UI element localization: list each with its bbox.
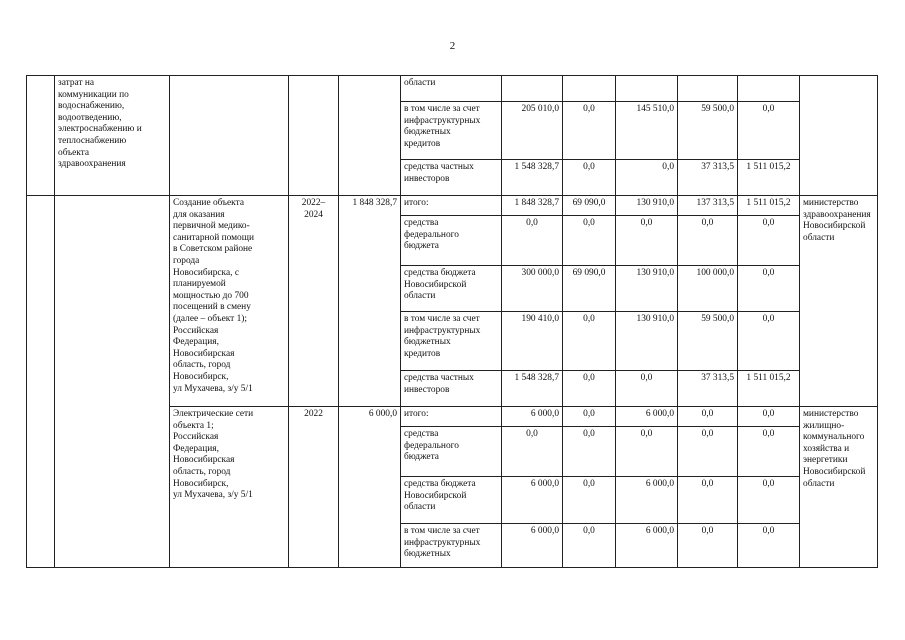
source-cell: средства частных инвесторов [401, 160, 502, 196]
value-cell: 0,0 [563, 102, 616, 160]
value-cell [738, 76, 800, 102]
responsible-cell: министерство жилищно- коммунального хозяйства и энергетики Новосибирской области [800, 407, 878, 568]
value-cell: 1 511 015,2 [738, 371, 800, 407]
value-cell: 0,0 [563, 160, 616, 196]
value-cell: 137 313,5 [678, 196, 738, 216]
source-cell: итого: [401, 196, 502, 216]
value-cell: 0,0 [738, 102, 800, 160]
value-cell: 0,0 [678, 407, 738, 427]
object-cell: Электрические сети объекта 1; Российская Федерация, Новосибирская область, город Новосибирск, ул Мухачева, з/у 5/1 [170, 407, 289, 568]
value-cell: 0,0 [502, 216, 563, 266]
value-cell: 190 410,0 [502, 312, 563, 371]
value-cell: 6 000,0 [616, 477, 678, 524]
value-cell: 0,0 [738, 524, 800, 568]
value-cell: 0,0 [563, 524, 616, 568]
value-cell: 100 000,0 [678, 266, 738, 312]
value-cell: 0,0 [563, 427, 616, 477]
value-cell: 0,0 [678, 216, 738, 266]
value-cell: 145 510,0 [616, 102, 678, 160]
table-row [27, 196, 878, 216]
years-cell: 2022 [289, 407, 339, 568]
value-cell: 6 000,0 [502, 524, 563, 568]
value-cell: 1 848 328,7 [502, 196, 563, 216]
value-cell: 1 548 328,7 [502, 371, 563, 407]
value-cell: 205 010,0 [502, 102, 563, 160]
value-cell: 130 910,0 [616, 196, 678, 216]
value-cell: 0,0 [738, 216, 800, 266]
value-cell: 37 313,5 [678, 371, 738, 407]
value-cell: 130 910,0 [616, 266, 678, 312]
total-cell: 6 000,0 [339, 407, 401, 568]
value-cell: 0,0 [738, 477, 800, 524]
value-cell: 0,0 [616, 160, 678, 196]
program-table [26, 75, 878, 568]
value-cell: 300 000,0 [502, 266, 563, 312]
value-cell: 0,0 [678, 477, 738, 524]
object-cell: Создание объекта для оказания первичной медико- санитарной помощи в Советском районе города Новосибирска, с планируемой мощностью до 700 посещений в смену (далее – объект 1); Российская Федерация, Новосибирская область, город Новосибирск, ул Мухачева, з/у 5/1 [170, 196, 289, 407]
value-cell: 1 511 015,2 [738, 160, 800, 196]
value-cell: 6 000,0 [502, 407, 563, 427]
value-cell: 0,0 [738, 427, 800, 477]
object-cell [170, 76, 289, 196]
value-cell: 59 500,0 [678, 102, 738, 160]
number-cell [27, 196, 55, 568]
value-cell: 59 500,0 [678, 312, 738, 371]
total-cell: 1 848 328,7 [339, 196, 401, 407]
value-cell: 0,0 [563, 312, 616, 371]
value-cell: 1 548 328,7 [502, 160, 563, 196]
label-cell [55, 196, 170, 568]
value-cell [563, 76, 616, 102]
source-cell: в том числе за счет инфраструктурных бюджетных [401, 524, 502, 568]
value-cell: 0,0 [616, 427, 678, 477]
number-cell [27, 76, 55, 196]
value-cell: 0,0 [678, 427, 738, 477]
value-cell: 0,0 [738, 266, 800, 312]
value-cell: 6 000,0 [502, 477, 563, 524]
value-cell: 37 313,5 [678, 160, 738, 196]
years-cell [289, 76, 339, 196]
years-cell: 2022– 2024 [289, 196, 339, 407]
value-cell: 0,0 [563, 477, 616, 524]
responsible-cell [800, 76, 878, 196]
table-row [27, 76, 878, 102]
value-cell: 0,0 [502, 427, 563, 477]
value-cell: 0,0 [563, 371, 616, 407]
source-cell: в том числе за счет инфраструктурных бюджетных кредитов [401, 102, 502, 160]
source-cell: средства бюджета Новосибирской области [401, 266, 502, 312]
source-cell: средства федерального бюджета [401, 427, 502, 477]
value-cell: 0,0 [738, 312, 800, 371]
value-cell: 0,0 [563, 216, 616, 266]
responsible-cell: министерство здравоохранения Новосибирской области [800, 196, 878, 407]
value-cell: 69 090,0 [563, 266, 616, 312]
source-cell: средства бюджета Новосибирской области [401, 477, 502, 524]
source-cell: средства федерального бюджета [401, 216, 502, 266]
total-cell [339, 76, 401, 196]
object-label-cell: затрат на коммуникации по водоснабжению, водоотведению, электроснабжению и теплоснабжению объекта здравоохранения [55, 76, 170, 196]
value-cell: 0,0 [738, 407, 800, 427]
value-cell: 6 000,0 [616, 407, 678, 427]
value-cell: 0,0 [616, 216, 678, 266]
value-cell: 0,0 [563, 407, 616, 427]
value-cell: 0,0 [678, 524, 738, 568]
value-cell: 0,0 [616, 371, 678, 407]
value-cell: 1 511 015,2 [738, 196, 800, 216]
value-cell: 69 090,0 [563, 196, 616, 216]
page-number: 2 [449, 40, 456, 52]
value-cell [678, 76, 738, 102]
source-cell: средства частных инвесторов [401, 371, 502, 407]
source-cell: итого: [401, 407, 502, 427]
value-cell: 130 910,0 [616, 312, 678, 371]
value-cell: 6 000,0 [616, 524, 678, 568]
value-cell [502, 76, 563, 102]
source-cell: в том числе за счет инфраструктурных бюджетных кредитов [401, 312, 502, 371]
value-cell [616, 76, 678, 102]
source-cell: области [401, 76, 502, 102]
